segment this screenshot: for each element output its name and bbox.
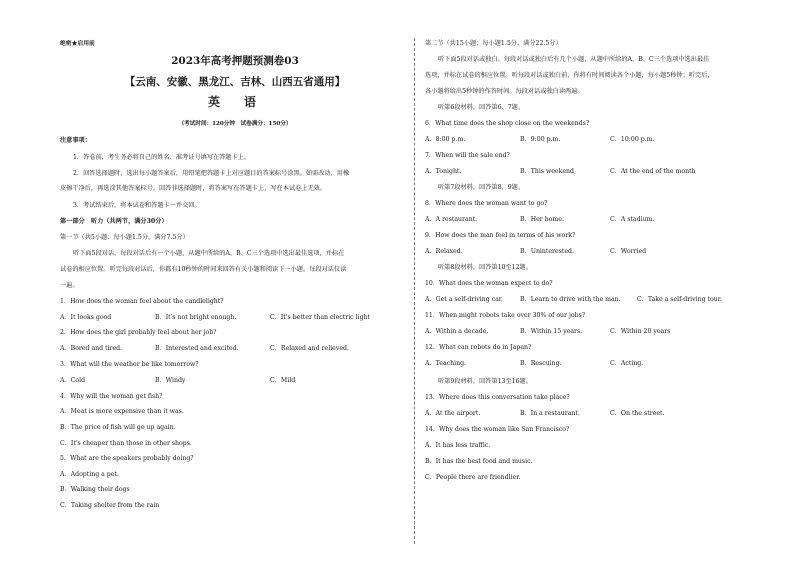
option-a[interactable]: A．Meat is more expensive than it was. xyxy=(60,408,184,415)
option-b[interactable]: B．This weekend xyxy=(520,168,574,175)
option-c[interactable]: C．10:00 p.m. xyxy=(610,136,655,143)
material-9-note: 听第9段材料，回答第13至16题。 xyxy=(438,378,532,385)
section2-instructions-b: 选项，并标在试卷的相应位置。听每段对话或独白前，你将有时间阅读各个小题，每小题5秒钟；听完后， xyxy=(425,72,714,79)
part1-heading: 第一部分 听力（共两节，满分30分） xyxy=(60,218,168,225)
option-a[interactable]: A．A restaurant. xyxy=(425,216,478,223)
option-c[interactable]: C．Within 20 years xyxy=(610,328,671,335)
note-item-3: 3．考试结束后，将本试卷和答题卡一并交回。 xyxy=(73,202,201,209)
option-a[interactable]: A．Cold xyxy=(60,377,86,384)
subject-title: 英 语 xyxy=(207,95,262,109)
exam-info: （考试时间：120分钟 试卷满分：150分） xyxy=(178,121,292,127)
question-text: 7．When will the sale end? xyxy=(425,152,510,159)
option-b[interactable]: B．Learn to drive with the man. xyxy=(520,296,621,303)
option-b[interactable]: B．Uninterested. xyxy=(520,248,574,255)
option-c[interactable]: C．People there are friendlier. xyxy=(425,474,521,481)
option-a[interactable]: A．Tonight. xyxy=(425,168,462,175)
option-b[interactable]: B．It has the best food and music. xyxy=(425,458,533,465)
option-c[interactable]: C．Worried xyxy=(610,248,647,255)
question-text: 9．How does the man feel in terms of his work? xyxy=(425,232,576,239)
note-item-2a: 2．回答选择题时，选出每小题答案后，用铅笔把答题卡上对应题目的答案标号涂黑。如需改动，用橡 xyxy=(73,170,350,177)
option-a[interactable]: A．Teaching. xyxy=(425,360,466,367)
material-6-note: 听第6段材料，回答第6、7题。 xyxy=(438,104,525,111)
question-text: 14．Why does the woman like San Francisco? xyxy=(425,426,570,433)
option-a[interactable]: A．Within a decade. xyxy=(425,328,489,335)
option-a[interactable]: A．It has less traffic. xyxy=(425,442,491,449)
option-a[interactable]: A．Relaxed. xyxy=(425,248,463,255)
question-text: 11．When might robots take over 30% of our jobs? xyxy=(425,312,586,319)
question-text: 4．Why will the woman get fish? xyxy=(60,393,163,400)
option-b[interactable]: B．It's not bright enough. xyxy=(155,314,237,321)
option-c[interactable]: C．It's better than electric light xyxy=(270,314,371,321)
option-a[interactable]: A．It looks good xyxy=(60,314,112,321)
section1-instructions-b: 试卷的相应位置。听完每段对话后，你都有10秒钟的时间来回答有关小题和阅读下一小题。每段对话仅读 xyxy=(60,266,347,273)
option-a[interactable]: A．Bored and tired. xyxy=(60,345,123,352)
option-c[interactable]: C．At the end of the month xyxy=(610,168,696,175)
option-a[interactable]: A．8:00 p.m. xyxy=(425,136,466,143)
option-b[interactable]: B．Walking their dogs xyxy=(60,486,130,493)
column-divider xyxy=(414,38,415,544)
question-text: 6．What time does the shop close on the weekends? xyxy=(425,120,590,127)
option-c[interactable]: C．Relaxed and relieved. xyxy=(270,345,349,352)
option-c[interactable]: C．Take a self-driving tour. xyxy=(637,296,722,303)
option-b[interactable]: B．The price of fish will go up again. xyxy=(60,424,176,431)
section2-heading: 第二节（共15小题；每小题1.5分，满分22.5分） xyxy=(425,40,562,47)
exam-title: 2023年高考押题预测卷03 xyxy=(171,55,299,67)
question-text: 3．What will the weather be like tomorrow? xyxy=(60,361,199,368)
question-text: 2．How does the girl probably feel about her job? xyxy=(60,329,217,336)
material-8-note: 听第8段材料，回答第10至12题。 xyxy=(438,264,532,271)
notes-heading: 注意事项： xyxy=(60,137,91,144)
option-b[interactable]: B．Windy xyxy=(155,377,186,384)
question-text: 12．What can robots do in Japan? xyxy=(425,344,532,351)
option-c[interactable]: C．Taking shelter from the rain xyxy=(60,502,160,509)
question-text: 5．What are the speakers probably doing? xyxy=(60,455,194,462)
question-text: 10．What does the woman expect to do? xyxy=(425,280,553,287)
section2-instructions-c: 各小题将给出5秒钟的作答时间。每段对话或独白读两遍。 xyxy=(425,88,584,95)
option-b[interactable]: B．Rescuing. xyxy=(520,360,562,367)
option-c[interactable]: C．A stadium. xyxy=(610,216,655,223)
option-c[interactable]: C．It's cheaper than those in other shops. xyxy=(60,440,192,447)
option-b[interactable]: B．Within 15 years. xyxy=(520,328,583,335)
question-text: 13．Where does this conversation take place? xyxy=(425,394,570,401)
note-item-2b: 皮擦干净后，再选涂其他答案标号。回答非选择题时，将答案写在答题卡上，写在本试卷上无效。 xyxy=(60,185,327,192)
option-b[interactable]: B．Interested and excited. xyxy=(155,345,239,352)
option-b[interactable]: B．In a restaurant. xyxy=(520,410,580,417)
section1-heading: 第一节（共5小题；每小题1.5分，满分7.5分） xyxy=(60,234,189,241)
option-c[interactable]: C．Mild xyxy=(270,377,296,384)
question-text: 8．Where does the woman want to go? xyxy=(425,200,548,207)
option-a[interactable]: A．Adopting a pet. xyxy=(60,471,119,478)
section1-instructions-a: 听下面5段对话，每段对话后有一个小题，从题中所给的A、B、C三个选项中选出最佳选项，并标在 xyxy=(73,250,345,257)
option-a[interactable]: A．At the airport. xyxy=(425,410,481,417)
option-c[interactable]: C．Acting. xyxy=(610,360,644,367)
option-a[interactable]: A．Get a self-driving car. xyxy=(425,296,504,303)
section2-instructions-a: 听下面5段对话或独白。每段对话或独白后有几个小题，从题中所给的A、B、C三个选项中选出最佳 xyxy=(438,56,710,63)
option-c[interactable]: C．On the street. xyxy=(610,410,665,417)
question-text: 1．How does the woman feel about the candlelight? xyxy=(60,298,224,305)
exam-region: 【云南、安徽、黑龙江、吉林、山西五省通用】 xyxy=(124,76,346,88)
material-7-note: 听第7段材料，回答第8、9题。 xyxy=(438,184,525,191)
option-b[interactable]: B．Her home. xyxy=(520,216,564,223)
secret-mark: 绝密★启用前 xyxy=(60,41,95,47)
option-b[interactable]: B．9:00 p.m. xyxy=(520,136,561,143)
note-item-1: 1．答卷前，考生务必将自己的姓名、准考证号填写在答题卡上。 xyxy=(73,154,251,161)
section1-instructions-c: 一遍。 xyxy=(60,282,79,289)
